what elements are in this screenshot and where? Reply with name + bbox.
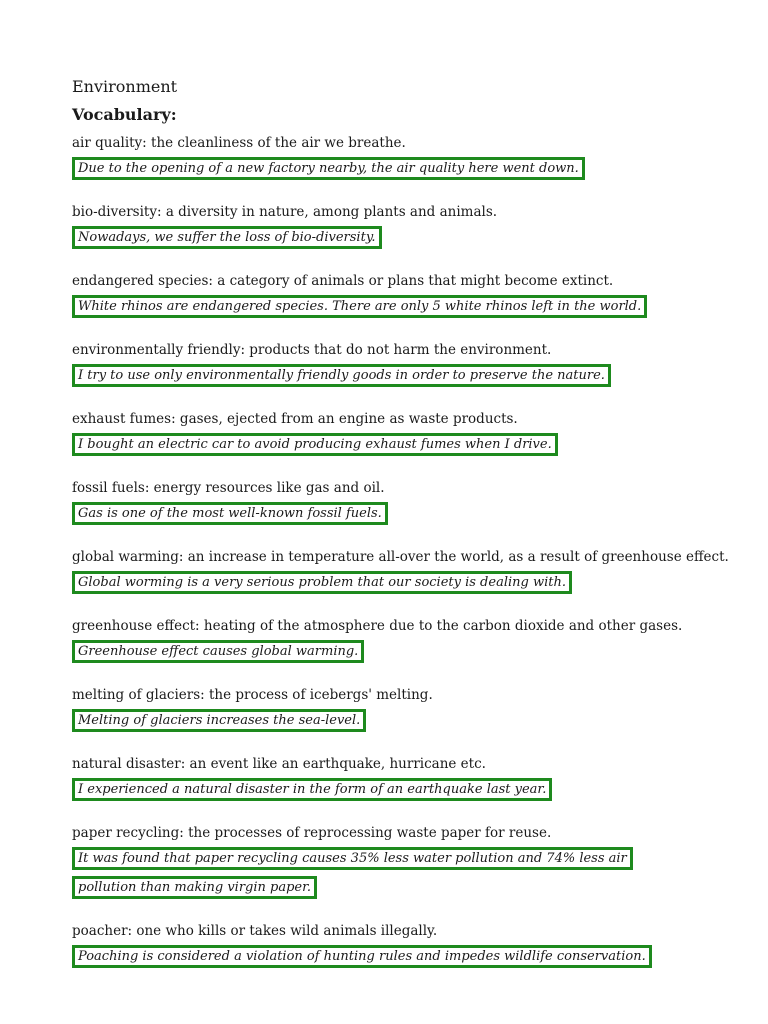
page-title: Environment: [72, 77, 178, 96]
term-definition: environmentally friendly: products that do not harm the environment.: [72, 342, 552, 358]
term-definition: fossil fuels: energy resources like gas and oil.: [72, 480, 385, 496]
example-sentence: White rhinos are endangered species. There are only 5 white rhinos left in the world.: [72, 295, 647, 318]
term-definition: global warming: an increase in temperature all-over the world, as a result of greenhouse effect.: [72, 549, 729, 565]
example-sentence: Due to the opening of a new factory nearby, the air quality here went down.: [72, 157, 585, 180]
term-definition: poacher: one who kills or takes wild animals illegally.: [72, 923, 438, 939]
example-sentence: Melting of glaciers increases the sea-level.: [72, 709, 366, 732]
example-sentence: Gas is one of the most well-known fossil fuels.: [72, 502, 388, 525]
term-definition: natural disaster: an event like an earthquake, hurricane etc.: [72, 756, 486, 772]
vocabulary-entry: [72, 824, 712, 902]
vocabulary-entry: [72, 134, 712, 183]
vocabulary-entry: [72, 410, 712, 459]
term-definition: greenhouse effect: heating of the atmosphere due to the carbon dioxide and other gases.: [72, 618, 683, 634]
example-sentence: Poaching is considered a violation of hunting rules and impedes wildlife conservation.: [72, 945, 652, 968]
vocabulary-entry: [72, 617, 712, 666]
term-definition: bio-diversity: a diversity in nature, among plants and animals.: [72, 204, 498, 220]
example-sentence: Nowadays, we suffer the loss of bio-diversity.: [72, 226, 382, 249]
vocabulary-list: [72, 134, 729, 971]
document-page: [72, 76, 729, 991]
term-definition: exhaust fumes: gases, ejected from an engine as waste products.: [72, 411, 518, 427]
term-definition: endangered species: a category of animals or plans that might become extinct.: [72, 273, 614, 289]
vocabulary-entry: [72, 922, 712, 971]
vocabulary-entry: [72, 341, 712, 390]
example-sentence-wrapper: [72, 844, 678, 902]
vocabulary-entry: [72, 686, 712, 735]
term-definition: paper recycling: the processes of reprocessing waste paper for reuse.: [72, 825, 552, 841]
example-sentence: I try to use only environmentally friendly goods in order to preserve the nature.: [72, 364, 611, 387]
example-sentence: It was found that paper recycling causes 35% less water pollution and 74% less air pollution than making virgin paper.: [72, 847, 633, 899]
vocabulary-entry: [72, 548, 729, 597]
example-sentence: I bought an electric car to avoid producing exhaust fumes when I drive.: [72, 433, 558, 456]
vocabulary-entry: [72, 755, 712, 804]
example-sentence: I experienced a natural disaster in the form of an earthquake last year.: [72, 778, 552, 801]
example-sentence: Greenhouse effect causes global warming.: [72, 640, 364, 663]
vocabulary-entry: [72, 479, 712, 528]
section-heading: Vocabulary:: [72, 105, 177, 124]
example-sentence: Global worming is a very serious problem that our society is dealing with.: [72, 571, 572, 594]
term-definition: air quality: the cleanliness of the air we breathe.: [72, 135, 406, 151]
vocabulary-entry: [72, 272, 712, 321]
vocabulary-entry: [72, 203, 712, 252]
term-definition: melting of glaciers: the process of icebergs' melting.: [72, 687, 433, 703]
